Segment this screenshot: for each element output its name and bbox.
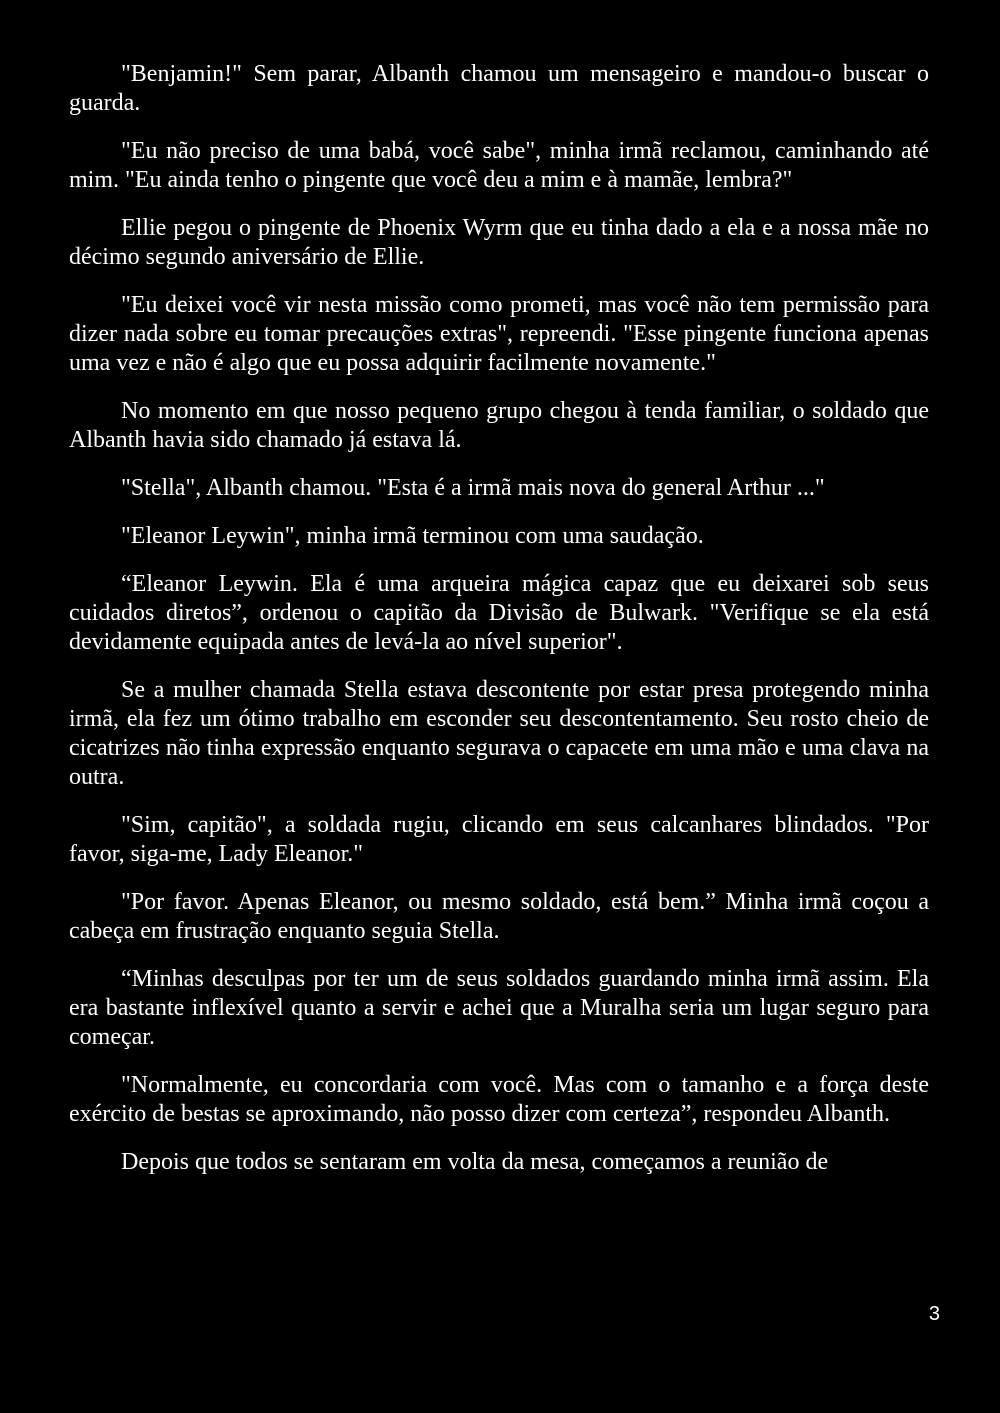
paragraph: "Normalmente, eu concordaria com você. Mas com o tamanho e a força deste exército de bestas se aproximando, não posso dizer com certeza”, respondeu Albanth.: [69, 1072, 929, 1127]
page-number: 3: [928, 1303, 940, 1325]
page-body: [69, 60, 929, 1196]
paragraph: "Sim, capitão", a soldada rugiu, clicando em seus calcanhares blindados. "Por favor, siga-me, Lady Eleanor.": [69, 812, 929, 867]
paragraph: "Benjamin!" Sem parar, Albanth chamou um mensageiro e mandou-o buscar o guarda.: [69, 61, 929, 116]
paragraph: "Stella", Albanth chamou. "Esta é a irmã mais nova do general Arthur ...": [121, 475, 825, 501]
paragraph: “Minhas desculpas por ter um de seus soldados guardando minha irmã assim. Ela era bastante inflexível quanto a servir e achei que a Muralha seria um lugar seguro para começar.: [69, 966, 929, 1050]
paragraph: No momento em que nosso pequeno grupo chegou à tenda familiar, o soldado que Albanth havia sido chamado já estava lá.: [69, 398, 929, 453]
paragraph: "Eleanor Leywin", minha irmã terminou com uma saudação.: [121, 523, 704, 549]
paragraph: "Eu não preciso de uma babá, você sabe", minha irmã reclamou, caminhando até mim. "Eu ainda tenho o pingente que você deu a mim e à mamãe, lembra?": [69, 138, 929, 193]
paragraph: Ellie pegou o pingente de Phoenix Wyrm que eu tinha dado a ela e a nossa mãe no décimo segundo aniversário de Ellie.: [69, 215, 929, 270]
paragraph: "Por favor. Apenas Eleanor, ou mesmo soldado, está bem.” Minha irmã coçou a cabeça em frustração enquanto seguia Stella.: [69, 889, 929, 944]
paragraph: Se a mulher chamada Stella estava descontente por estar presa protegendo minha irmã, ela fez um ótimo trabalho em esconder seu descontentamento. Seu rosto cheio de cicatrizes não tinha expressão enquanto segurava o capacete em uma mão e uma clava na outra.: [69, 677, 929, 790]
paragraph: “Eleanor Leywin. Ela é uma arqueira mágica capaz que eu deixarei sob seus cuidados diretos”, ordenou o capitão da Divisão de Bulwark. "Verifique se ela está devidamente equipada antes de levá-la ao nível superior".: [69, 571, 929, 655]
paragraph: "Eu deixei você vir nesta missão como prometi, mas você não tem permissão para dizer nada sobre eu tomar precauções extras", repreendi. "Esse pingente funciona apenas uma vez e não é algo que eu possa adquirir facilmente novamente.": [69, 292, 929, 376]
paragraph: Depois que todos se sentaram em volta da mesa, começamos a reunião de: [121, 1149, 829, 1175]
